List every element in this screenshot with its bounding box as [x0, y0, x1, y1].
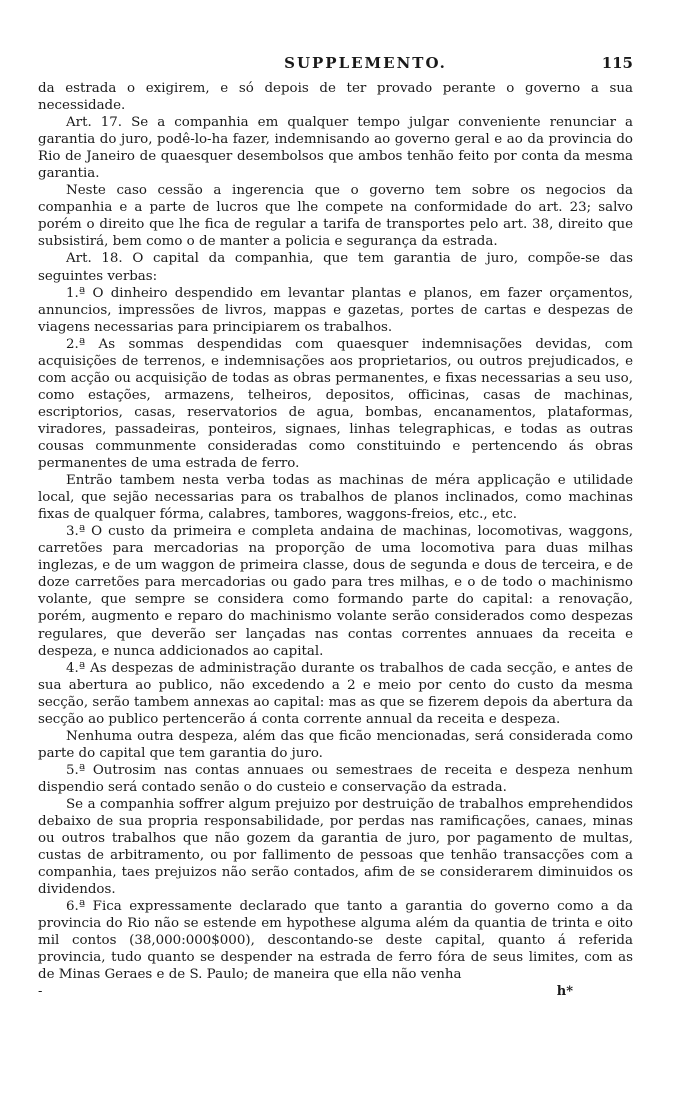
paragraph: Nenhuma outra despeza, além das que ficão mencionadas, será considerada como parte do capital que tem garantia do juro. [38, 728, 633, 761]
paragraph: Neste caso cessão a ingerencia que o governo tem sobre os negocios da companhia e a parte de lucros que lhe compete na conformidade do art. 23; salvo porém o direito que lhe fica de regular a tarifa de transportes pelo art. 38, direito que subsistirá, bem como o de manter a policia e segurança da estrada. [38, 183, 633, 250]
paragraph: 1.ª O dinheiro despendido em levantar plantas e planos, em fazer orçamentos, annuncios, impressões de livros, mappas e gazetas, portes de cartas e despezas de viagens necessarias para principiarem os trabalhos. [38, 285, 633, 335]
signature-mark: h* [556, 984, 573, 1000]
paragraph: da estrada o exigirem, e só depois de ter provado perante o governo a sua necessidade. [38, 81, 633, 114]
paragraph: 5.ª Outrosim nas contas annuaes ou semestraes de receita e despeza nenhum dispendio será contado senão o do custeio e conservação da estrada. [38, 762, 633, 795]
footer-mark: - [38, 984, 43, 1000]
paragraph: Art. 18. O capital da companhia, que tem garantia de juro, compõe-se das seguintes verbas: [38, 251, 633, 284]
page-header [38, 54, 633, 80]
running-title: SUPPLEMENTO. [284, 54, 447, 72]
paragraph: 2.ª As sommas despendidas com quaesquer indemnisações devidas, com acquisições de terrenos, e indemnisações aos proprietarios, ou outros prejudicados, e com acção ou acquisição de todas as obras permanentes, e fixas necessarias a seu uso, como estações, armazens, telheiros, depositos, officinas, casas de machinas, escriptorios, casas, reservatorios de agua, bombas, encanamentos, plataformas, viradores, passadeiras, ponteiros, signaes, linhas telegraphicas, e todas as outras cousas communmente consideradas como constituindo e pertencendo ás obras permanentes de uma estrada de ferro. [38, 336, 633, 472]
paragraph: 6.ª Fica expressamente declarado que tanto a garantia do governo como a da provincia do Rio não se estende em hypothese alguma além da quantia de trinta e oito mil contos (38,000:000$000), descontando-se deste capital, quanto á referida provincia, tudo quanto se despender na estrada de ferro fóra de seus limites, com as de Minas Geraes e de S. Paulo; de maneira que ella não venha [38, 899, 633, 983]
paragraph: 3.ª O custo da primeira e completa andaina de machinas, locomotivas, waggons, carretões para mercadorias na proporção de uma locomotiva para duas milhas inglezas, e de um waggon de primeira classe, dous de segunda e dous de terceira, e de doze carretões para mercadorias ou gado para tres milhas, e o de todo o machinismo volante, que sempre se considera como formando parte do capital: a renovação, porém, augmento e reparo do machinismo volante serão considerados como despezas regulares, que deverão ser lançadas nas contas correntes annuaes da receita e despeza, e nunca addicionados ao capital. [38, 524, 633, 659]
body-text [38, 80, 633, 983]
page-footer [38, 984, 633, 1004]
paragraph: Se a companhia soffrer algum prejuizo por destruição de trabalhos emprehendidos debaixo de sua propria responsabilidade, por perdas nas ramificações, canaes, minas ou outros trabalhos que não gozem da garantia de juro, por pagamento de multas, custas de arbitramento, ou por fallimento de pessoas que tenhão transacções com a companhia, taes prejuizos não serão contados, afim de se considerarem diminuidos os dividendos. [38, 796, 633, 898]
paragraph: Entrão tambem nesta verba todas as machinas de méra applicação e utilidade local, que sejão necessarias para os trabalhos de planos inclinados, como machinas fixas de qualquer fórma, calabres, tambores, waggons-freios, etc., etc. [38, 473, 633, 523]
page-number: 115 [601, 54, 633, 72]
paragraph: 4.ª As despezas de administração durante os trabalhos de cada secção, e antes de sua abertura ao publico, não excedendo a 2 e meio por cento do custo da mesma secção, serão tambem annexas ao capital: mas as que se fizerem depois da abertura da secção ao publico pertencerão á conta corrente annual da receita e despeza. [38, 660, 633, 727]
paragraph: Art. 17. Se a companhia em qualquer tempo julgar conveniente renunciar a garantia do juro, podê-lo-ha fazer, indemnisando ao governo geral e ao da provincia do Rio de Janeiro de quaesquer desembolsos que ambos tenhão feito por conta da mesma garantia. [38, 115, 633, 182]
